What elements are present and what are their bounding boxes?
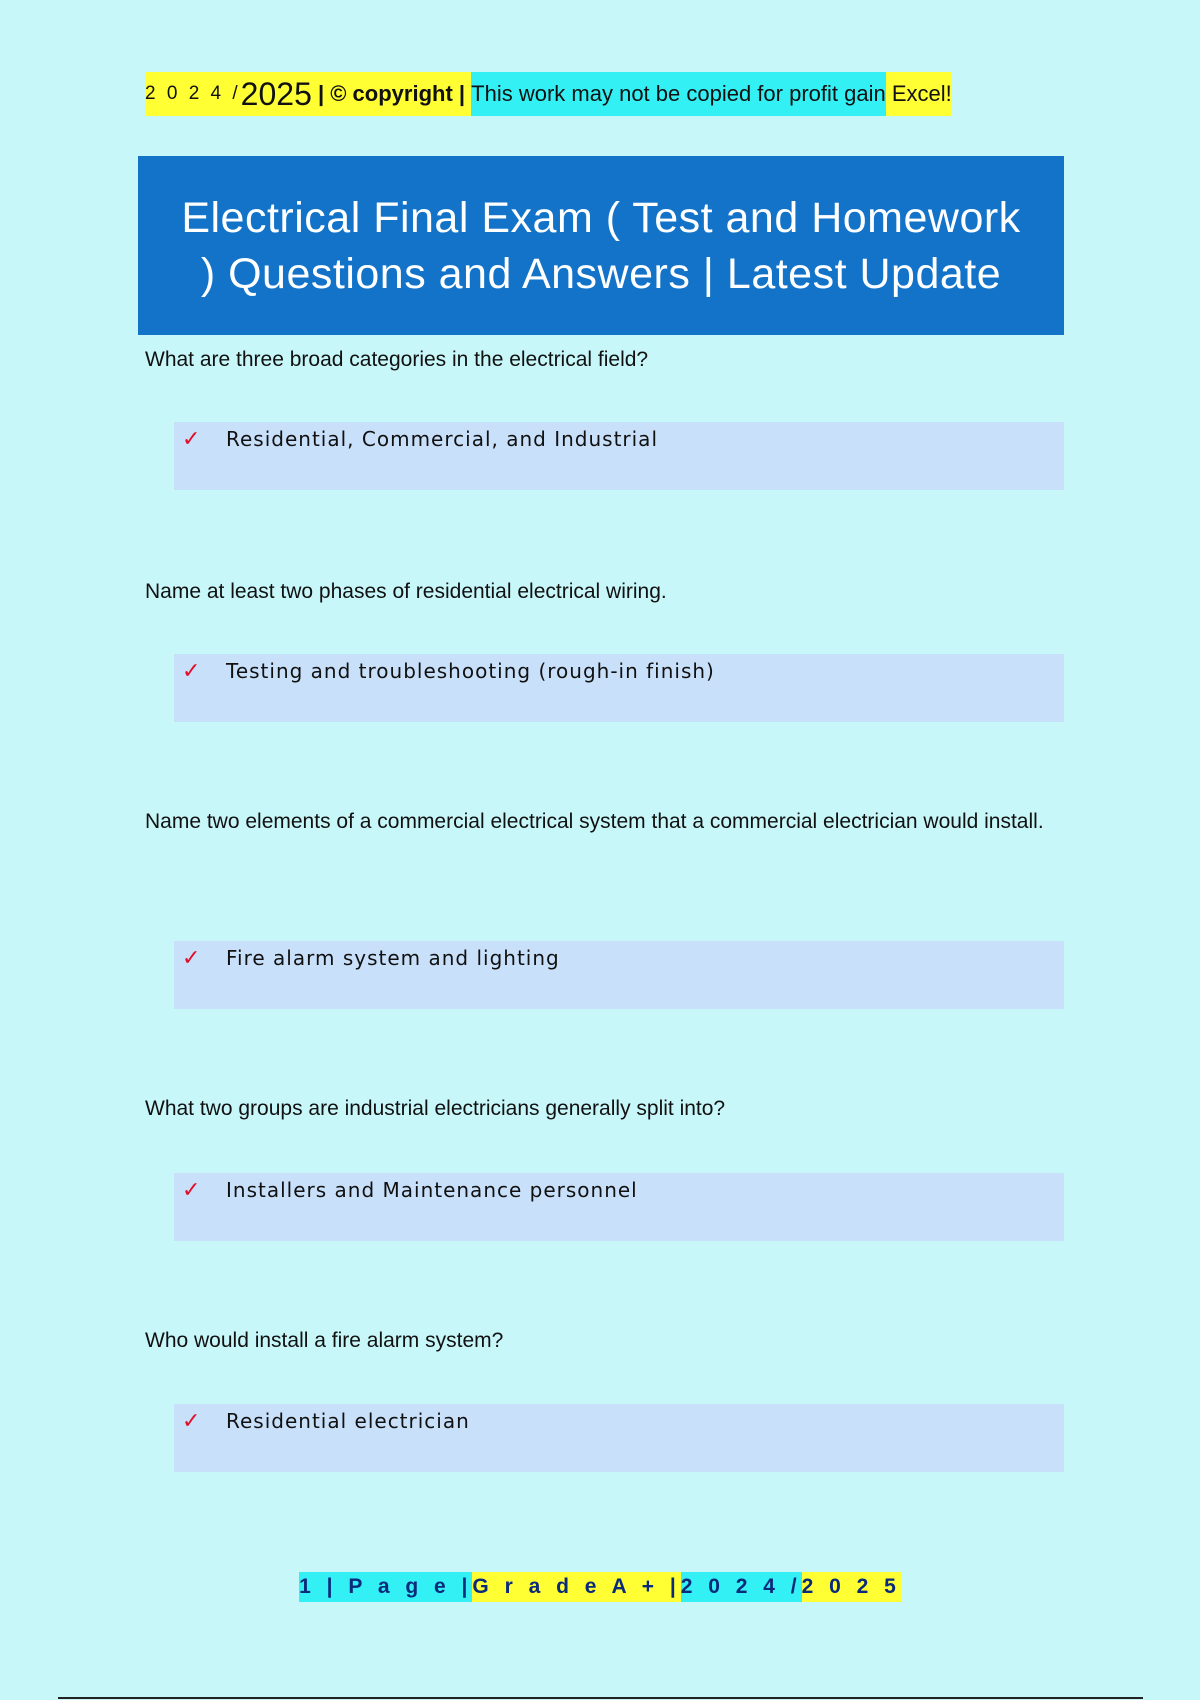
copyright-header [145,72,952,116]
header-year: 2025 [241,72,312,116]
question-2: Name at least two phases of residential electrical wiring. [145,580,667,603]
question-4: What two groups are industrial electricians generally split into? [145,1097,726,1120]
check-icon: ✓ [182,945,201,970]
header-notice: This work may not be copied for profit gain [471,72,886,116]
footer-year-end: 2 0 2 5 [802,1572,901,1602]
answer-box-4 [174,1173,1064,1241]
check-icon: ✓ [182,1408,201,1433]
header-tail: Excel! [886,72,952,116]
answer-box-5 [174,1404,1064,1472]
page-footer [0,1572,1200,1602]
answer-3: Fire alarm system and lighting [226,946,560,970]
document-title: Electrical Final Exam ( Test and Homework ) Questions and Answers | Latest Update [138,156,1064,335]
answer-1: Residential, Commercial, and Industrial [226,427,658,451]
footer-page-number: 1 | P a g e | [299,1572,472,1602]
header-year-prefix: 2 0 2 4 / [145,72,241,116]
check-icon: ✓ [182,1177,201,1202]
answer-box-1 [174,422,1064,490]
answer-box-2 [174,654,1064,722]
answer-2: Testing and troubleshooting (rough-in finish) [226,659,715,683]
check-icon: ✓ [182,426,201,451]
bottom-divider [58,1697,1143,1699]
footer-grade: G r a d e A + | [472,1572,680,1602]
answer-4: Installers and Maintenance personnel [226,1178,638,1202]
check-icon: ✓ [182,658,201,683]
footer-year-start: 2 0 2 4 / [681,1572,802,1602]
question-5: Who would install a fire alarm system? [145,1329,504,1352]
answer-box-3 [174,941,1064,1009]
question-1: What are three broad categories in the electrical field? [145,348,649,371]
header-copyright: | © copyright | [312,72,471,116]
question-3: Name two elements of a commercial electrical system that a commercial electrician would install. [145,810,1044,833]
answer-5: Residential electrician [226,1409,470,1433]
